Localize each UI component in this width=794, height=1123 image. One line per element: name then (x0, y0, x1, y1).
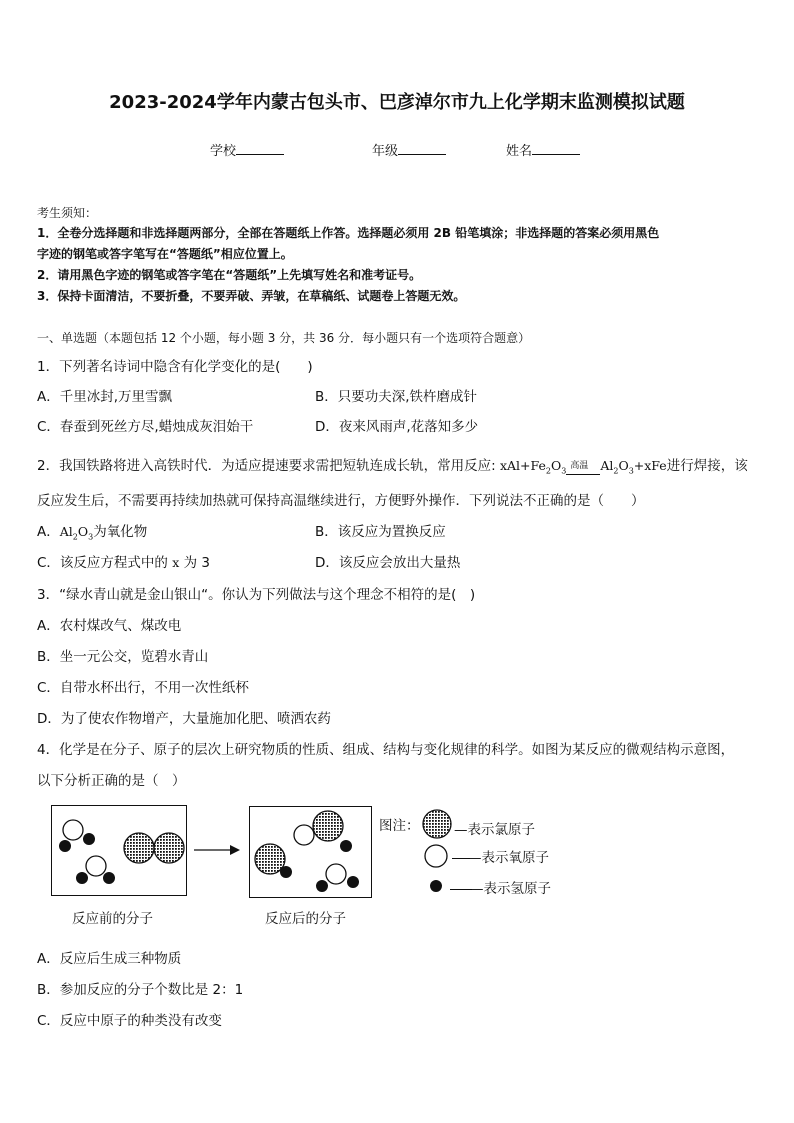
hydrogen-atom (280, 866, 292, 878)
oxygen-legend-icon (425, 845, 447, 867)
notice-item-3: 3．保持卡面清洁，不要折叠，不要弄破、弄皱，在草稿纸、试题卷上答题无效。 (37, 289, 466, 303)
reaction-condition: 高温 (570, 461, 589, 471)
q3-option-b[interactable]: B．坐一元公交，览碧水青山 (37, 649, 209, 665)
notice-item-1: 1．全卷分选择题和非选择题两部分，全部在答题纸上作答。选择题必须用 2B 铅笔填涂；非选择题的答案必须用黑色 (37, 226, 660, 240)
after-reaction-box (249, 806, 372, 898)
q2-option-d[interactable]: D．该反应会放出大量热 (315, 555, 461, 571)
hydrogen-atom (103, 872, 115, 884)
oxygen-atom (326, 864, 346, 884)
before-molecules (52, 806, 186, 895)
q1-option-d[interactable]: D．夜来风雨声,花落知多少 (315, 419, 479, 435)
oxygen-atom (86, 856, 106, 876)
q2-stem: 2．我国铁路将进入高铁时代．为适应提速要求需把短轨连成长轨，常用反应: $xAl+Fe_2O_3$ 高温 $Al_2O_3+xFe$进行焊接，该 (37, 458, 748, 476)
hydrogen-atom (83, 833, 95, 845)
exam-title: 2023-2024学年内蒙古包头市、巴彦淖尔市九上化学期末监测模拟试题 (109, 92, 685, 113)
legend-oxygen: —表示氧原子 (452, 846, 549, 866)
chlorine-atom (313, 811, 343, 841)
q2-option-c[interactable]: C．该反应方程式中的 x 为 3 (37, 555, 210, 571)
legend-title: 图注： (379, 818, 420, 834)
caption-after: 反应后的分子 (265, 911, 346, 927)
hydrogen-atom (316, 880, 328, 892)
notice-item-1-cont: 字迹的钢笔或答字笔写在“答题纸”相应位置上。 (37, 247, 293, 261)
q1-option-b[interactable]: B．只要功夫深,铁杵磨成针 (315, 389, 478, 405)
before-reaction-box (51, 805, 187, 896)
chlorine-atom (124, 833, 154, 863)
legend-hydrogen: —表示氢原子 (450, 877, 551, 897)
q2-option-b[interactable]: B．该反应为置换反应 (315, 524, 446, 540)
after-molecules (250, 807, 371, 897)
hydrogen-atom (76, 872, 88, 884)
q1-stem: 1．下列著名诗词中隐含有化学变化的是( ) (37, 359, 313, 375)
legend-chlorine: —表示氯原子 (454, 822, 535, 838)
q3-option-d[interactable]: D．为了使农作物增产，大量施加化肥、喷洒农药 (37, 711, 331, 727)
q4-stem-cont: 以下分析正确的是（ ） (37, 773, 186, 789)
q2-option-a[interactable]: A．$Al_2O_3$为氧化物 (37, 524, 148, 542)
reaction-arrow (192, 843, 244, 857)
section-heading: 一、单选题（本题包括 12 个小题，每小题 3 分，共 36 分．每小题只有一个选项符合题意） (37, 331, 531, 345)
chlorine-atom (255, 844, 285, 874)
q1-option-a[interactable]: A．千里冰封,万里雪飘 (37, 389, 173, 405)
q2-stem-cont: 反应发生后，不需要再持续加热就可保持高温继续进行，方便野外操作．下列说法不正确的是（ ） (37, 493, 645, 509)
grade-field[interactable]: 年级 (372, 140, 446, 159)
name-field[interactable]: 姓名 (506, 140, 580, 159)
notice-heading: 考生须知： (37, 206, 98, 220)
q4-option-a[interactable]: A．反应后生成三种物质 (37, 951, 182, 967)
q3-option-c[interactable]: C．自带水杯出行，不用一次性纸杯 (37, 680, 249, 696)
oxygen-atom (294, 825, 314, 845)
q2-equation: $xAl+Fe_2O_3$ 高温 $Al_2O_3+xFe$ (499, 458, 667, 476)
q3-stem: 3．“绿水青山就是金山银山“。你认为下列做法与这个理念不相符的是( ) (37, 587, 476, 603)
q4-stem: 4．化学是在分子、原子的层次上研究物质的性质、组成、结构与变化规律的科学。如图为某反应的微观结构示意图， (37, 742, 735, 758)
q4-option-b[interactable]: B．参加反应的分子个数比是 2：1 (37, 982, 244, 998)
chlorine-atom (154, 833, 184, 863)
hydrogen-legend-icon (430, 880, 442, 892)
caption-before: 反应前的分子 (72, 911, 153, 927)
chlorine-legend-icon (423, 810, 451, 838)
hydrogen-atom (59, 840, 71, 852)
q1-option-c[interactable]: C．春蚕到死丝方尽,蜡烛成灰泪始干 (37, 419, 254, 435)
q3-option-a[interactable]: A．农村煤改气、煤改电 (37, 618, 182, 634)
oxygen-atom (63, 820, 83, 840)
school-field[interactable]: 学校 (210, 140, 284, 159)
hydrogen-atom (340, 840, 352, 852)
notice-item-2: 2．请用黑色字迹的钢笔或答字笔在“答题纸”上先填写姓名和准考证号。 (37, 268, 422, 282)
q4-option-c[interactable]: C．反应中原子的种类没有改变 (37, 1013, 222, 1029)
hydrogen-atom (347, 876, 359, 888)
